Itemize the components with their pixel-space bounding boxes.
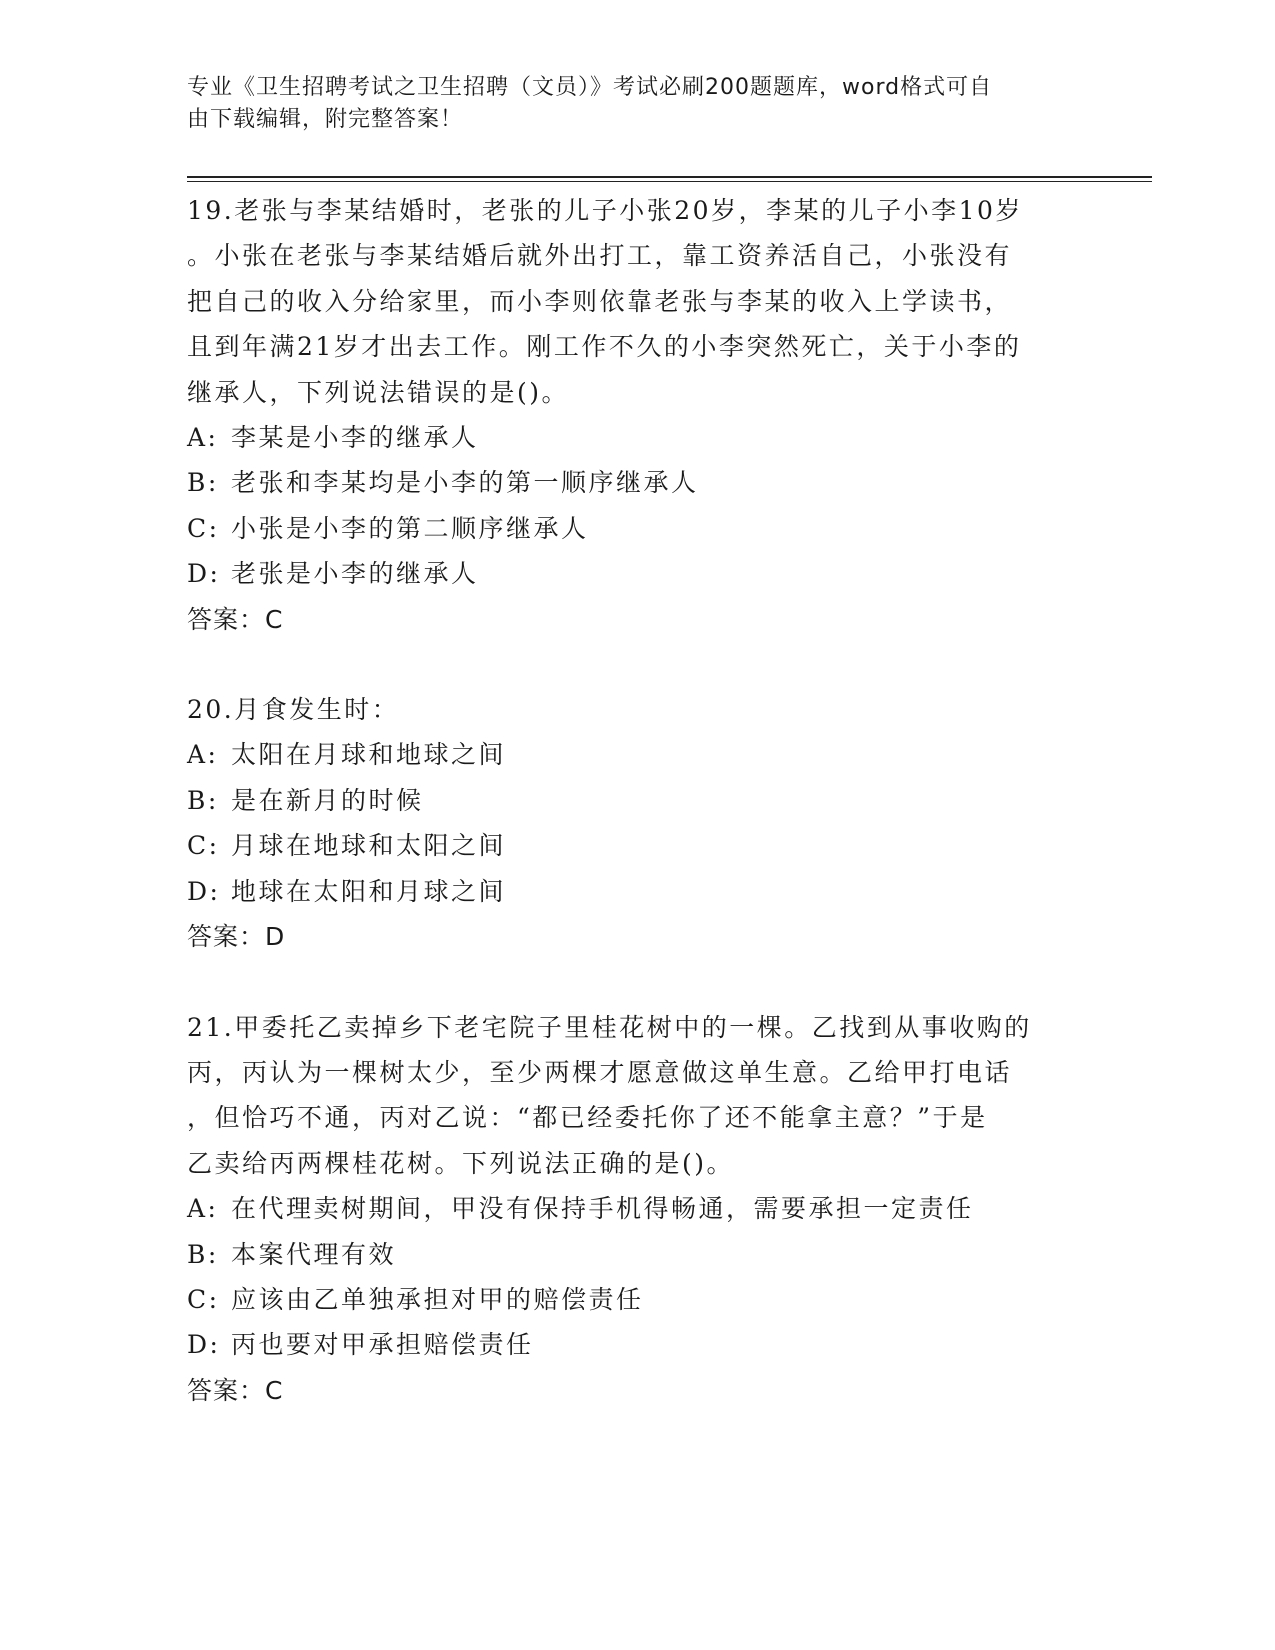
option-text: 老张和李某均是小李的第一顺序继承人 bbox=[231, 468, 699, 498]
answer-line: 答案：C bbox=[187, 604, 284, 634]
question-text-line: 把自己的收入分给家里，而小李则依靠老张与李某的收入上学读书， bbox=[187, 286, 1013, 316]
option-key: A: bbox=[187, 740, 219, 770]
option-text: 太阳在月球和地球之间 bbox=[231, 740, 507, 770]
question-text-line: 继承人，下列说法错误的是()。 bbox=[187, 377, 570, 407]
option-text: 丙也要对甲承担赔偿责任 bbox=[231, 1330, 534, 1360]
option-d bbox=[187, 551, 1087, 596]
option-b bbox=[187, 778, 1087, 823]
question-21 bbox=[187, 1005, 1087, 1414]
question-text-line: ，但恰巧不通，丙对乙说：“都已经委托你了还不能拿主意？”于是 bbox=[187, 1103, 988, 1133]
option-key: C: bbox=[187, 513, 220, 543]
question-text-line: 且到年满21岁才出去工作。刚工作不久的小李突然死亡，关于小李的 bbox=[187, 332, 1022, 362]
option-key: D: bbox=[187, 559, 221, 589]
question-text-line: 乙卖给丙两棵桂花树。下列说法正确的是()。 bbox=[187, 1148, 735, 1178]
option-c bbox=[187, 823, 1087, 868]
question-19 bbox=[187, 188, 1087, 642]
option-a bbox=[187, 415, 1087, 460]
option-key: A: bbox=[187, 1194, 219, 1224]
option-key: C: bbox=[187, 831, 220, 861]
option-d bbox=[187, 869, 1087, 914]
option-key: B: bbox=[187, 468, 219, 498]
option-text: 地球在太阳和月球之间 bbox=[231, 876, 507, 906]
header-rule-thin bbox=[187, 181, 1152, 182]
option-text: 李某是小李的继承人 bbox=[231, 423, 479, 453]
option-key: D: bbox=[187, 1330, 221, 1360]
option-b bbox=[187, 460, 1087, 505]
question-text-line: 丙，丙认为一棵树太少，至少两棵才愿意做这单生意。乙给甲打电话 bbox=[187, 1057, 1013, 1087]
question-20 bbox=[187, 687, 1087, 959]
option-c bbox=[187, 1277, 1087, 1322]
option-a bbox=[187, 1186, 1087, 1231]
option-key: A: bbox=[187, 423, 219, 453]
option-c bbox=[187, 506, 1087, 551]
option-text: 在代理卖树期间，甲没有保持手机得畅通，需要承担一定责任 bbox=[231, 1194, 974, 1224]
option-a bbox=[187, 732, 1087, 777]
question-text-line: 21.甲委托乙卖掉乡下老宅院子里桂花树中的一棵。乙找到从事收购的 bbox=[187, 1012, 1032, 1042]
answer-line: 答案：C bbox=[187, 1375, 284, 1405]
answer-line: 答案：D bbox=[187, 922, 286, 952]
option-text: 应该由乙单独承担对甲的赔偿责任 bbox=[231, 1284, 644, 1314]
document-header bbox=[187, 72, 1067, 136]
option-key: B: bbox=[187, 1239, 219, 1269]
question-list bbox=[187, 188, 1087, 1458]
option-b bbox=[187, 1232, 1087, 1277]
option-key: B: bbox=[187, 785, 219, 815]
question-text-line: 。小张在老张与李某结婚后就外出打工，靠工资养活自己，小张没有 bbox=[187, 241, 1013, 271]
option-text: 本案代理有效 bbox=[231, 1239, 397, 1269]
option-text: 月球在地球和太阳之间 bbox=[231, 831, 507, 861]
header-rule-thick bbox=[187, 176, 1152, 178]
option-d bbox=[187, 1322, 1087, 1367]
option-text: 老张是小李的继承人 bbox=[231, 559, 479, 589]
header-line-2: 由下载编辑，附完整答案！ bbox=[187, 107, 464, 132]
option-key: C: bbox=[187, 1284, 220, 1314]
header-line-1: 专业《卫生招聘考试之卫生招聘（文员）》考试必刷200题题库，word格式可自 bbox=[187, 75, 993, 100]
option-text: 小张是小李的第二顺序继承人 bbox=[231, 513, 589, 543]
question-text-line: 20.月食发生时： bbox=[187, 695, 400, 725]
question-text-line: 19.老张与李某结婚时，老张的儿子小张20岁，李某的儿子小李10岁 bbox=[187, 196, 1023, 225]
option-text: 是在新月的时候 bbox=[231, 785, 424, 815]
option-key: D: bbox=[187, 876, 221, 906]
